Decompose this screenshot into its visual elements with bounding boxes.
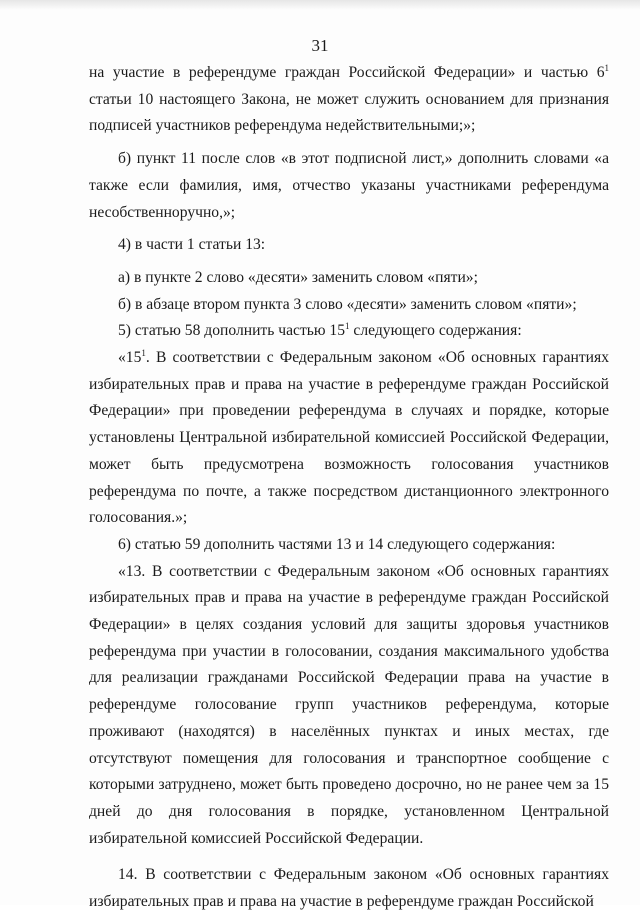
paragraph-part-15-1: «$15^1$. В соответствии с Федеральным законом «Об основных гарантиях избирательных прав и права на участие в референдуме граждан Российской Федерации» при проведении референдума в случаях и порядке, которые установлены Центральной избирательной комиссией Российской Федерации, может быть предусмотрена возможность голосования участников референдума по почте, а также посредством дистанционного электронного голосования.»; bbox=[89, 348, 609, 527]
document-body bbox=[89, 60, 609, 916]
superscript: 1 bbox=[141, 348, 146, 359]
paragraph-item-a: а) в пункте 2 слово «десяти» заменить словом «пяти»; bbox=[118, 268, 478, 286]
scan-edge bbox=[0, 0, 640, 10]
paragraph-part-14: 14. В соответствии с Федеральным законом «Об основных гарантиях избирательных прав и права на участие в референдуме граждан Российской bbox=[89, 866, 609, 911]
superscript: 1 bbox=[604, 63, 609, 73]
paragraph-item-4: 4) в части 1 статьи 13: bbox=[118, 236, 266, 254]
paragraph-item-b: б) в абзаце втором пункта 3 слово «десяти» заменить словом «пяти»; bbox=[118, 295, 577, 313]
paragraph-item-5: 5) статью 58 дополнить частью $15^1$ следующего содержания: bbox=[118, 321, 522, 340]
paragraph-part-13: «13. В соответствии с Федеральным законом «Об основных гарантиях избирательных прав и права на участие в референдуме граждан Российской Федерации» в целях создания условий для защиты здоровья участников референдума при участии в голосовании, создания максимального удобства для реализации гражданами Российской Федерации права на участие в референдуме голосование групп участников референдума, которые проживают (находятся) в населённых пунктах и иных местах, где отсутствуют помещения для голосования и транспортное сообщение с которыми затруднено, может быть проведено досрочно, но не ранее чем за 15 дней до дня голосования в порядке, установленном Центральной избирательной комиссией Российской Федерации. bbox=[89, 562, 609, 847]
paragraph-item-6: 6) статью 59 дополнить частями 13 и 14 следующего содержания: bbox=[118, 535, 556, 553]
paragraph-continuation: на участие в референдуме граждан Российской Федерации» и частью $6^1$ статьи 10 настоящего Закона, не может служить основанием для признания подписей участников референдума недействительными;»; bbox=[89, 63, 609, 135]
superscript: 1 bbox=[345, 321, 350, 332]
paragraph-item-b-point-11: б) пункт 11 после слов «в этот подписной лист,» дополнить словами «а также если фамилия, имя, отчество указаны участниками референдума несобственноручно,»; bbox=[89, 150, 609, 221]
page-number: 31 bbox=[311, 36, 329, 55]
